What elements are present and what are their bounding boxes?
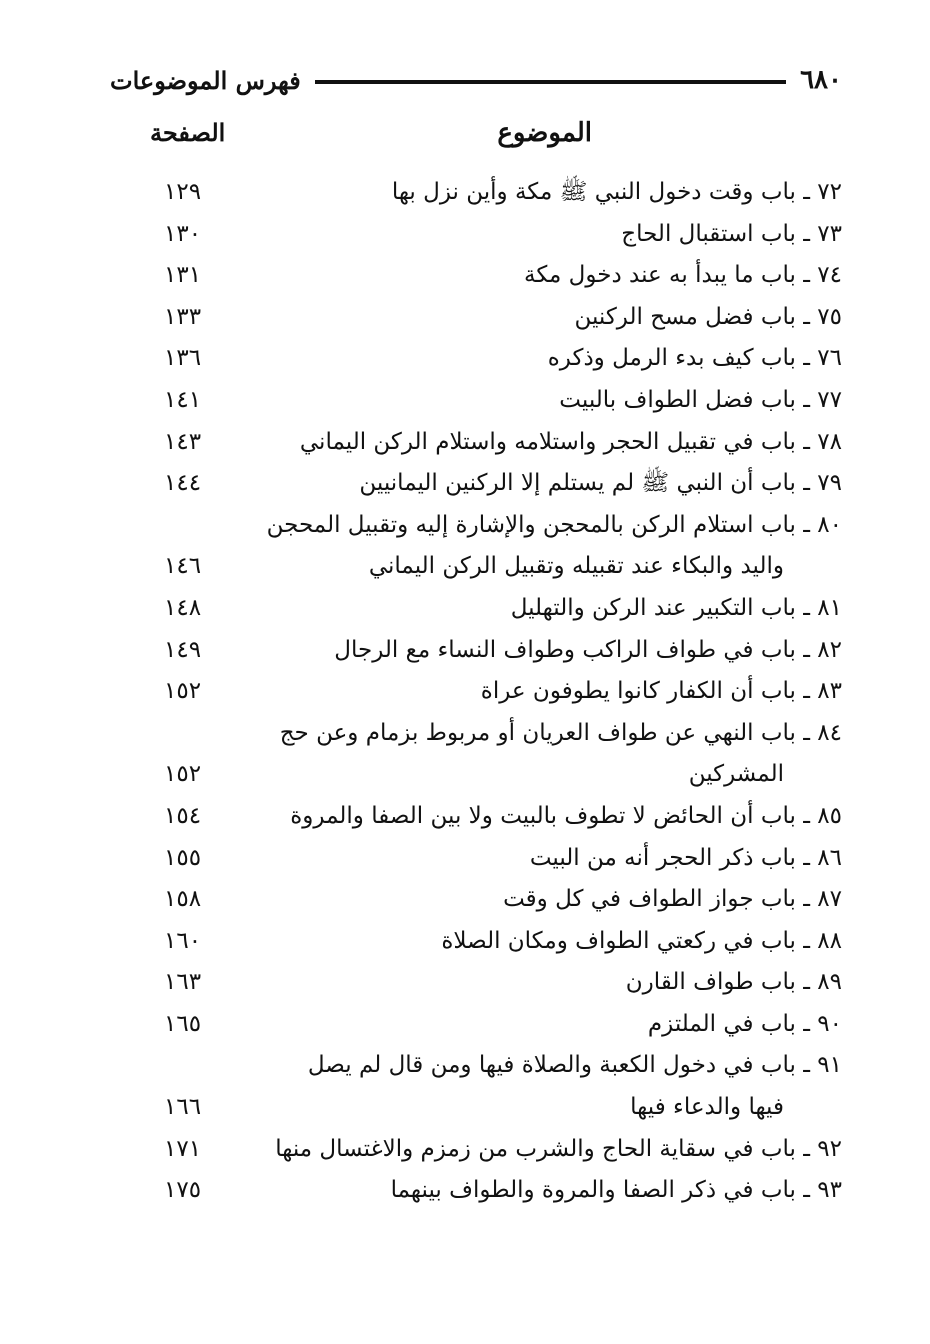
toc-entry-line bbox=[110, 422, 842, 464]
toc-entry-page-number: ١٤٤ bbox=[164, 470, 202, 497]
column-headings bbox=[110, 118, 842, 158]
toc-entry-page-number: ١٧١ bbox=[164, 1135, 202, 1162]
toc-entry bbox=[110, 879, 842, 921]
toc-entry-title: ٨٤ ـ باب النهي عن طواف العريان أو مربوط بزمام وعن حج bbox=[279, 719, 842, 746]
toc-entry-title: المشركين bbox=[688, 761, 784, 788]
toc-entry-page-number: ١٤١ bbox=[164, 386, 202, 413]
toc-entry-title: ٩١ ـ باب في دخول الكعبة والصلاة فيها ومن قال لم يصل bbox=[307, 1052, 842, 1079]
toc-entry-page-number: ١٥٨ bbox=[164, 886, 202, 913]
header-rule bbox=[315, 80, 786, 84]
toc-entry-line-continued bbox=[110, 1087, 842, 1129]
toc-entry-page-number: ١٥٢ bbox=[164, 761, 202, 788]
toc-entry-title: ٧٥ ـ باب فضل مسح الركنين bbox=[574, 303, 842, 330]
topic-column-heading: الموضوع bbox=[497, 118, 592, 148]
toc-entry-line bbox=[110, 172, 842, 214]
toc-entry-line bbox=[110, 879, 842, 921]
toc-entry-line bbox=[110, 380, 842, 422]
toc-entry bbox=[110, 713, 842, 796]
toc-entry-title: ٨٥ ـ باب أن الحائض لا تطوف بالبيت ولا بين الصفا والمروة bbox=[290, 802, 842, 829]
toc-entry-page-number: ١٣٦ bbox=[164, 345, 202, 372]
toc-entry bbox=[110, 1045, 842, 1128]
toc-entry-line-continued bbox=[110, 754, 842, 796]
toc-entry-title: ٨٢ ـ باب في طواف الراكب وطواف النساء مع الرجال bbox=[334, 636, 842, 663]
toc-entry-line bbox=[110, 588, 842, 630]
toc-entry-title: ٧٧ ـ باب فضل الطواف بالبيت bbox=[559, 386, 842, 413]
toc-entry-line bbox=[110, 713, 842, 755]
toc-entries bbox=[110, 172, 842, 1212]
toc-entry-line bbox=[110, 297, 842, 339]
toc-entry bbox=[110, 671, 842, 713]
toc-entry-line bbox=[110, 796, 842, 838]
toc-entry bbox=[110, 1170, 842, 1212]
toc-entry-line bbox=[110, 962, 842, 1004]
toc-entry-title: ٧٦ ـ باب كيف بدء الرمل وذكره bbox=[547, 345, 842, 372]
toc-entry-page-number: ١٣٠ bbox=[164, 220, 202, 247]
toc-entry-title: فيها والدعاء فيها bbox=[630, 1094, 784, 1121]
toc-entry-title: ٩٠ ـ باب في الملتزم bbox=[647, 1010, 842, 1037]
toc-entry-line bbox=[110, 838, 842, 880]
page-header bbox=[110, 60, 842, 100]
toc-entry bbox=[110, 380, 842, 422]
toc-entry bbox=[110, 172, 842, 214]
toc-entry bbox=[110, 463, 842, 505]
toc-entry-page-number: ١٥٥ bbox=[164, 844, 202, 871]
toc-entry-line bbox=[110, 463, 842, 505]
toc-entry-title: ٨٣ ـ باب أن الكفار كانوا يطوفون عراة bbox=[480, 678, 842, 705]
toc-entry-title: ٨٦ ـ باب ذكر الحجر أنه من البيت bbox=[529, 844, 842, 871]
toc-entry-title: ٧٨ ـ باب في تقبيل الحجر واستلامه واستلام الركن اليماني bbox=[299, 428, 842, 455]
toc-entry-title: ٧٣ ـ باب استقبال الحاج bbox=[621, 220, 842, 247]
toc-entry bbox=[110, 422, 842, 464]
toc-entry bbox=[110, 921, 842, 963]
toc-entry-line bbox=[110, 1004, 842, 1046]
toc-entry bbox=[110, 588, 842, 630]
toc-entry-line bbox=[110, 921, 842, 963]
toc-entry-page-number: ١٢٩ bbox=[164, 179, 202, 205]
toc-entry-page-number: ١٧٥ bbox=[164, 1177, 202, 1204]
toc-entry-title: ٩٢ ـ باب في سقاية الحاج والشرب من زمزم والاغتسال منها bbox=[275, 1135, 842, 1162]
toc-entry bbox=[110, 838, 842, 880]
toc-entry-title: ٨١ ـ باب التكبير عند الركن والتهليل bbox=[510, 594, 842, 621]
toc-entry-title: ٧٢ ـ باب وقت دخول النبي ﷺ مكة وأين نزل بها bbox=[391, 179, 842, 205]
toc-entry-title: واليد والبكاء عند تقبيله وتقبيل الركن اليماني bbox=[368, 553, 784, 580]
toc-entry-page-number: ١٦٦ bbox=[164, 1094, 202, 1121]
toc-entry-line bbox=[110, 338, 842, 380]
toc-entry bbox=[110, 796, 842, 838]
toc-entry bbox=[110, 1004, 842, 1046]
toc-entry-line bbox=[110, 1045, 842, 1087]
toc-entry bbox=[110, 255, 842, 297]
toc-entry-page-number: ١٥٢ bbox=[164, 678, 202, 705]
toc-entry-title: ٧٤ ـ باب ما يبدأ به عند دخول مكة bbox=[523, 262, 842, 289]
toc-entry-page-number: ١٤٨ bbox=[164, 594, 202, 621]
toc-entry-line bbox=[110, 671, 842, 713]
toc-entry bbox=[110, 505, 842, 588]
toc-entry bbox=[110, 214, 842, 256]
toc-entry-page-number: ١٤٩ bbox=[164, 636, 202, 663]
toc-entry bbox=[110, 1129, 842, 1171]
toc-entry bbox=[110, 338, 842, 380]
page-column-heading: الصفحة bbox=[150, 118, 226, 147]
toc-entry-title: ٨٨ ـ باب في ركعتي الطواف ومكان الصلاة bbox=[441, 927, 842, 954]
toc-entry-title: ٩٣ ـ باب في ذكر الصفا والمروة والطواف بينهما bbox=[390, 1177, 842, 1204]
toc-entry-line bbox=[110, 1129, 842, 1171]
toc-entry-title: ٨٠ ـ باب استلام الركن بالمحجن والإشارة إليه وتقبيل المحجن bbox=[266, 511, 842, 538]
toc-entry bbox=[110, 630, 842, 672]
page-number: ٦٨٠ bbox=[800, 65, 842, 95]
toc-entry-line bbox=[110, 1170, 842, 1212]
toc-entry-page-number: ١٦٠ bbox=[164, 927, 202, 954]
toc-entry bbox=[110, 962, 842, 1004]
toc-entry-page-number: ١٥٤ bbox=[164, 802, 202, 829]
toc-entry-line-continued bbox=[110, 546, 842, 588]
toc-entry-page-number: ١٦٥ bbox=[164, 1010, 202, 1037]
toc-entry-title: ٨٧ ـ باب جواز الطواف في كل وقت bbox=[503, 886, 842, 913]
toc-entry bbox=[110, 297, 842, 339]
toc-entry-title: ٨٩ ـ باب طواف القارن bbox=[625, 969, 842, 996]
toc-entry-line bbox=[110, 630, 842, 672]
toc-entry-page-number: ١٤٣ bbox=[164, 428, 202, 455]
toc-entry-page-number: ١٤٦ bbox=[164, 553, 202, 580]
toc-entry-page-number: ١٣١ bbox=[164, 262, 202, 289]
toc-entry-line bbox=[110, 255, 842, 297]
toc-entry-page-number: ١٣٣ bbox=[164, 303, 202, 330]
toc-entry-line bbox=[110, 505, 842, 547]
toc-entry-title: ٧٩ ـ باب أن النبي ﷺ لم يستلم إلا الركنين اليمانيين bbox=[359, 470, 842, 497]
toc-entry-line bbox=[110, 214, 842, 256]
running-title: فهرس الموضوعات bbox=[110, 65, 301, 95]
toc-entry-page-number: ١٦٣ bbox=[164, 969, 202, 996]
